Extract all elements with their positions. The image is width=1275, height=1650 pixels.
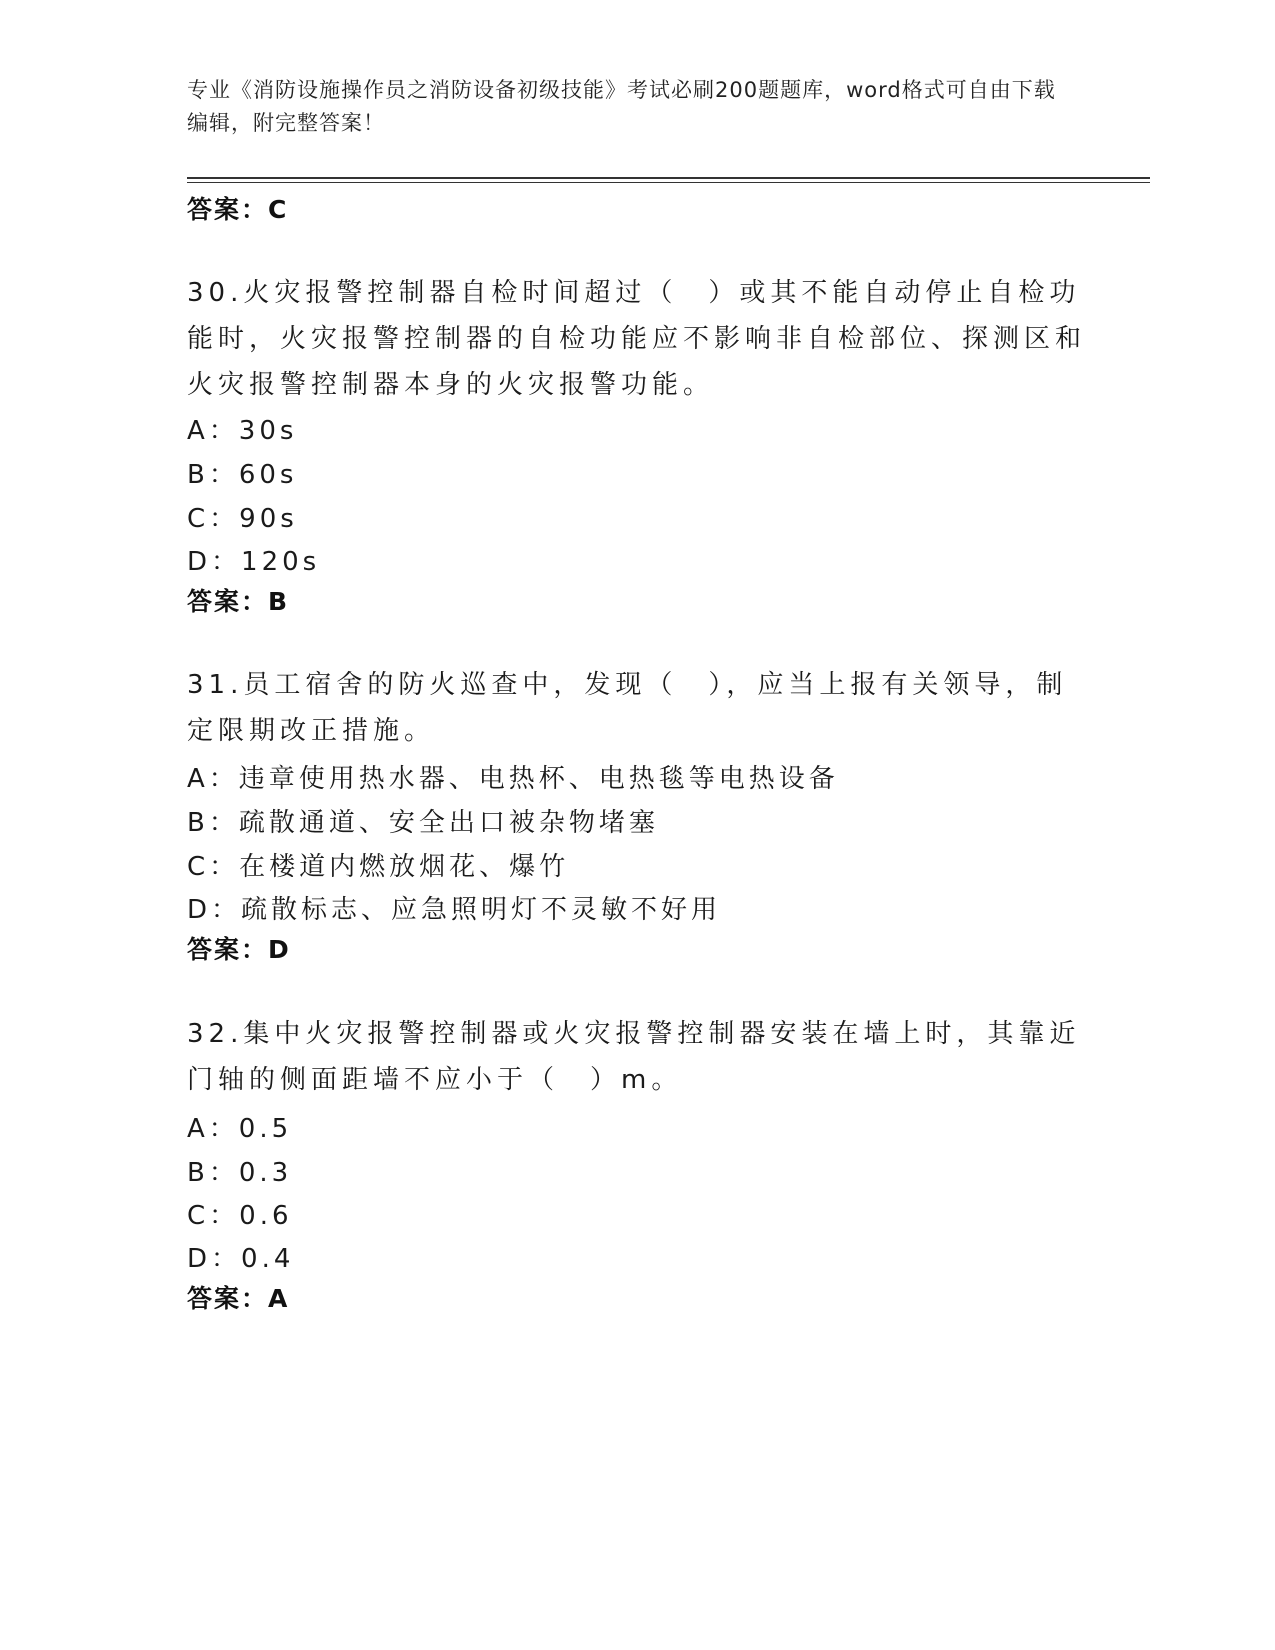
question-answer: 答案：D: [187, 935, 291, 964]
option-c: C：90s: [187, 504, 298, 534]
option-b: B：60s: [187, 460, 298, 490]
question-answer: 答案：B: [187, 587, 290, 616]
option-c: C：0.6: [187, 1201, 293, 1231]
option-d: D：0.4: [187, 1244, 295, 1274]
question-answer: 答案：A: [187, 1284, 290, 1313]
option-c: C：在楼道内燃放烟花、爆竹: [187, 852, 570, 882]
question-text: 31.员工宿舍的防火巡查中，发现（ ），应当上报有关领导，制定限期改正措施。: [187, 670, 1068, 746]
option-d: D：120s: [187, 547, 321, 577]
option-d: D：疏散标志、应急照明灯不灵敏不好用: [187, 895, 722, 925]
question-text: 32.集中火灾报警控制器或火灾报警控制器安装在墙上时，其靠近门轴的侧面距墙不应小于（ ）m。: [187, 1019, 1081, 1095]
option-a: A：违章使用热水器、电热杯、电热毯等电热设备: [187, 764, 839, 794]
option-a: A：0.5: [187, 1114, 293, 1144]
option-b: B：疏散通道、安全出口被杂物堵塞: [187, 808, 659, 838]
question-text: 30.火灾报警控制器自检时间超过（ ）或其不能自动停止自检功能时，火灾报警控制器的自检功能应不影响非自检部位、探测区和火灾报警控制器本身的火灾报警功能。: [187, 278, 1087, 400]
option-b: B：0.3: [187, 1158, 293, 1188]
option-a: A：30s: [187, 416, 298, 446]
header-divider: [187, 177, 1150, 179]
previous-answer: 答案：C: [187, 195, 289, 224]
document-header: 专业《消防设施操作员之消防设备初级技能》考试必刷200题题库，word格式可自由下载编辑，附完整答案！: [187, 78, 1056, 135]
header-divider-thin: [187, 182, 1150, 183]
